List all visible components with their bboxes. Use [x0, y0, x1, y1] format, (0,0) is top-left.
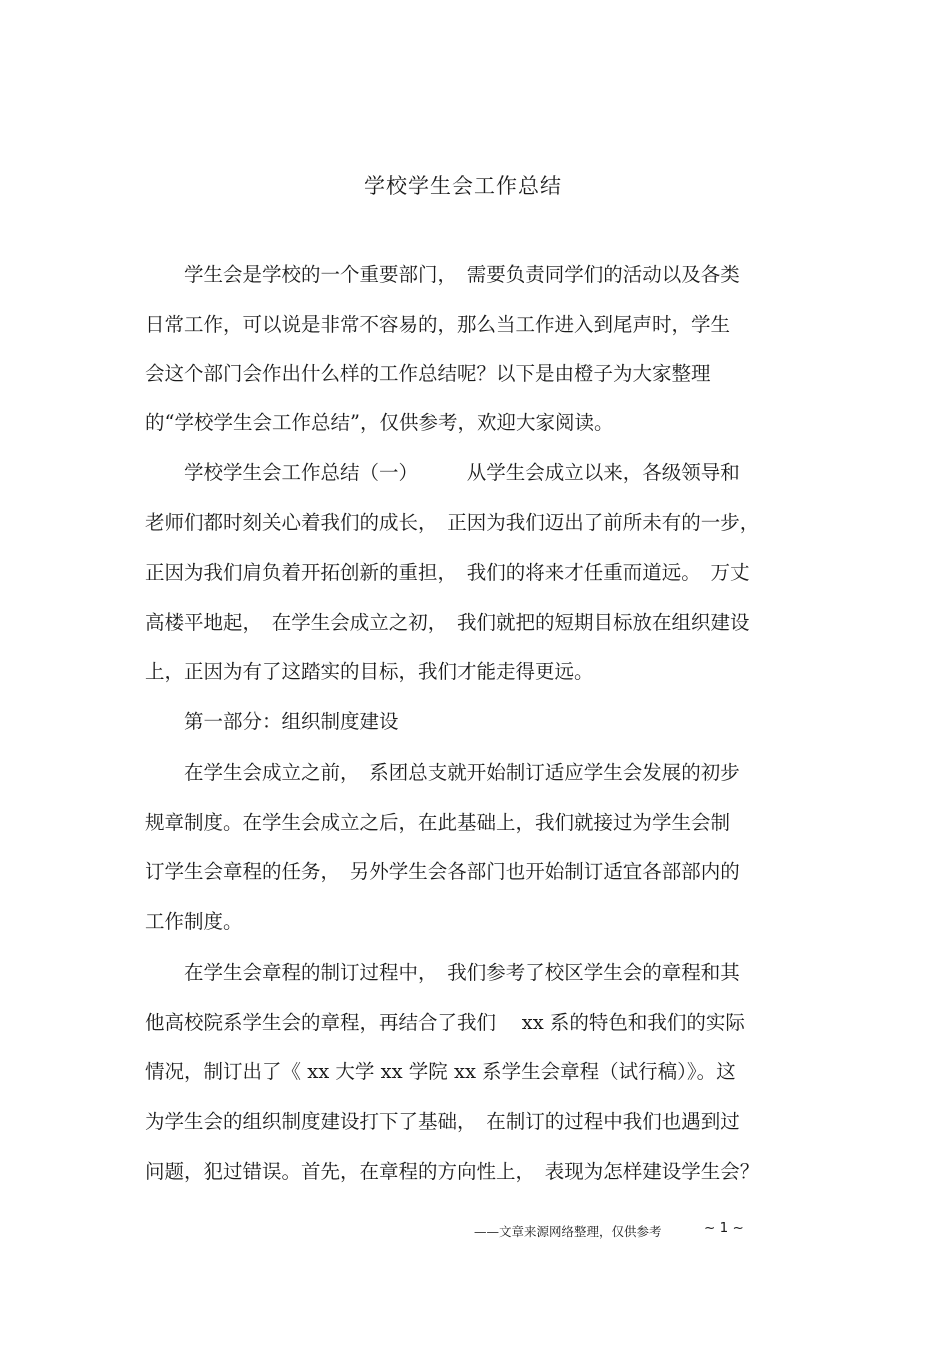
body-line: 规章制度。在学生会成立之后，在此基础上，我们就接过为学生会制 — [145, 811, 731, 834]
footer-source-note: ——文章来源网络整理，仅供参考 — [474, 1224, 662, 1239]
body-line: 他高校院系学生会的章程，再结合了我们 xx 系的特色和我们的实际 — [145, 1011, 745, 1034]
body-line: 情况，制订出了《 xx 大学 xx 学院 xx 系学生会章程（试行稿）》。这 — [145, 1060, 736, 1083]
body-line: 会这个部门会作出什么样的工作总结呢？以下是由橙子为大家整理 — [145, 362, 711, 385]
body-line: 问题，犯过错误。首先，在章程的方向性上， 表现为怎样建设学生会？ — [145, 1160, 760, 1183]
body-line: 学校学生会工作总结（一） 从学生会成立以来，各级领导和 — [145, 461, 740, 484]
section-heading: 第一部分：组织制度建设 — [145, 710, 399, 733]
body-line: 学生会是学校的一个重要部门， 需要负责同学们的活动以及各类 — [145, 263, 740, 286]
body-line: 的“学校学生会工作总结”，仅供参考，欢迎大家阅读。 — [145, 411, 614, 434]
body-line: 在学生会章程的制订过程中， 我们参考了校区学生会的章程和其 — [145, 961, 740, 984]
body-line: 上，正因为有了这踏实的目标，我们才能走得更远。 — [145, 660, 594, 683]
page-number: ~ 1 ~ — [704, 1220, 744, 1236]
document-title: 学校学生会工作总结 — [364, 174, 562, 198]
body-line: 工作制度。 — [145, 910, 243, 933]
body-line: 订学生会章程的任务， 另外学生会各部门也开始制订适宜各部部内的 — [145, 860, 740, 883]
body-line: 日常工作，可以说是非常不容易的，那么当工作进入到尾声时，学生 — [145, 313, 731, 336]
body-line: 在学生会成立之前， 系团总支就开始制订适应学生会发展的初步 — [145, 761, 740, 784]
body-line: 为学生会的组织制度建设打下了基础， 在制订的过程中我们也遇到过 — [145, 1110, 740, 1133]
body-line: 高楼平地起， 在学生会成立之初， 我们就把的短期目标放在组织建设 — [145, 611, 750, 634]
body-line: 老师们都时刻关心着我们的成长， 正因为我们迈出了前所未有的一步， — [145, 511, 760, 534]
body-line: 正因为我们肩负着开拓创新的重担， 我们的将来才任重而道远。 万丈 — [145, 561, 750, 584]
